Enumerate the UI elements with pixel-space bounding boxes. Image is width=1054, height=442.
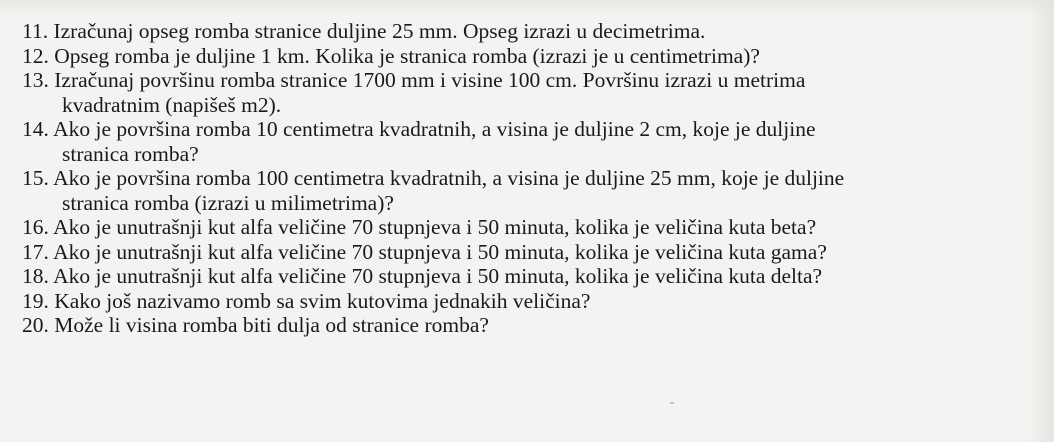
question-text: Izračunaj površinu romba stranice 1700 mm i visine 100 cm. Površinu izrazi u metrima: [54, 68, 806, 92]
question-15: [22, 166, 1022, 215]
question-14: [22, 117, 1022, 166]
question-text: Ako je površina romba 10 centimetra kvadratnih, a visina je duljine 2 cm, koje je duljine: [53, 117, 816, 141]
question-text: Ako je površina romba 100 centimetra kvadratnih, a visina je duljine 25 mm, koje je duljine: [53, 166, 845, 190]
question-number: 15.: [22, 166, 49, 190]
question-number: 12.: [22, 43, 49, 68]
question-text: Ako je unutrašnji kut alfa veličine 70 stupnjeva i 50 minuta, kolika je veličina kuta delta?: [53, 264, 823, 288]
question-text: Izračunaj opseg romba stranice duljine 25 mm. Opseg izrazi u decimetrima.: [53, 19, 706, 43]
question-19: [22, 289, 1022, 314]
question-text: Ako je unutrašnji kut alfa veličine 70 stupnjeva i 50 minuta, kolika je veličina kuta beta?: [53, 215, 817, 239]
question-13: [22, 68, 1022, 117]
paper-edge-right: [1028, 0, 1054, 442]
question-text: Opseg romba je duljine 1 km. Kolika je stranica romba (izrazi je u centimetrima)?: [54, 43, 760, 68]
question-number: 11.: [22, 19, 49, 43]
question-number: 20.: [22, 313, 49, 337]
question-text: Ako je unutrašnji kut alfa veličine 70 stupnjeva i 50 minuta, kolika je veličina kuta gama?: [53, 239, 827, 264]
paper-edge-top: [0, 0, 1054, 14]
question-number: 16.: [22, 215, 49, 239]
question-17: [22, 240, 1022, 265]
question-number: 19.: [22, 288, 49, 313]
question-number: 17.: [22, 239, 49, 264]
question-16: [22, 215, 1022, 240]
question-text-continued: stranica romba?: [62, 141, 199, 166]
paper-speck: [670, 402, 674, 404]
question-text-continued: stranica romba (izrazi u milimetrima)?: [62, 190, 394, 215]
question-18: [22, 264, 1022, 289]
question-20: [22, 313, 1022, 338]
question-text: Može li visina romba biti dulja od stranice romba?: [54, 313, 489, 337]
question-number: 18.: [22, 264, 49, 288]
question-12: [22, 44, 1022, 69]
question-list: [22, 19, 1022, 338]
question-text: Kako još nazivamo romb sa svim kutovima jednakih veličina?: [54, 288, 591, 313]
question-11: [22, 19, 1022, 44]
question-number: 14.: [22, 117, 49, 141]
question-number: 13.: [22, 68, 49, 92]
question-text-continued: kvadratnim (napišeš m2).: [62, 92, 282, 117]
